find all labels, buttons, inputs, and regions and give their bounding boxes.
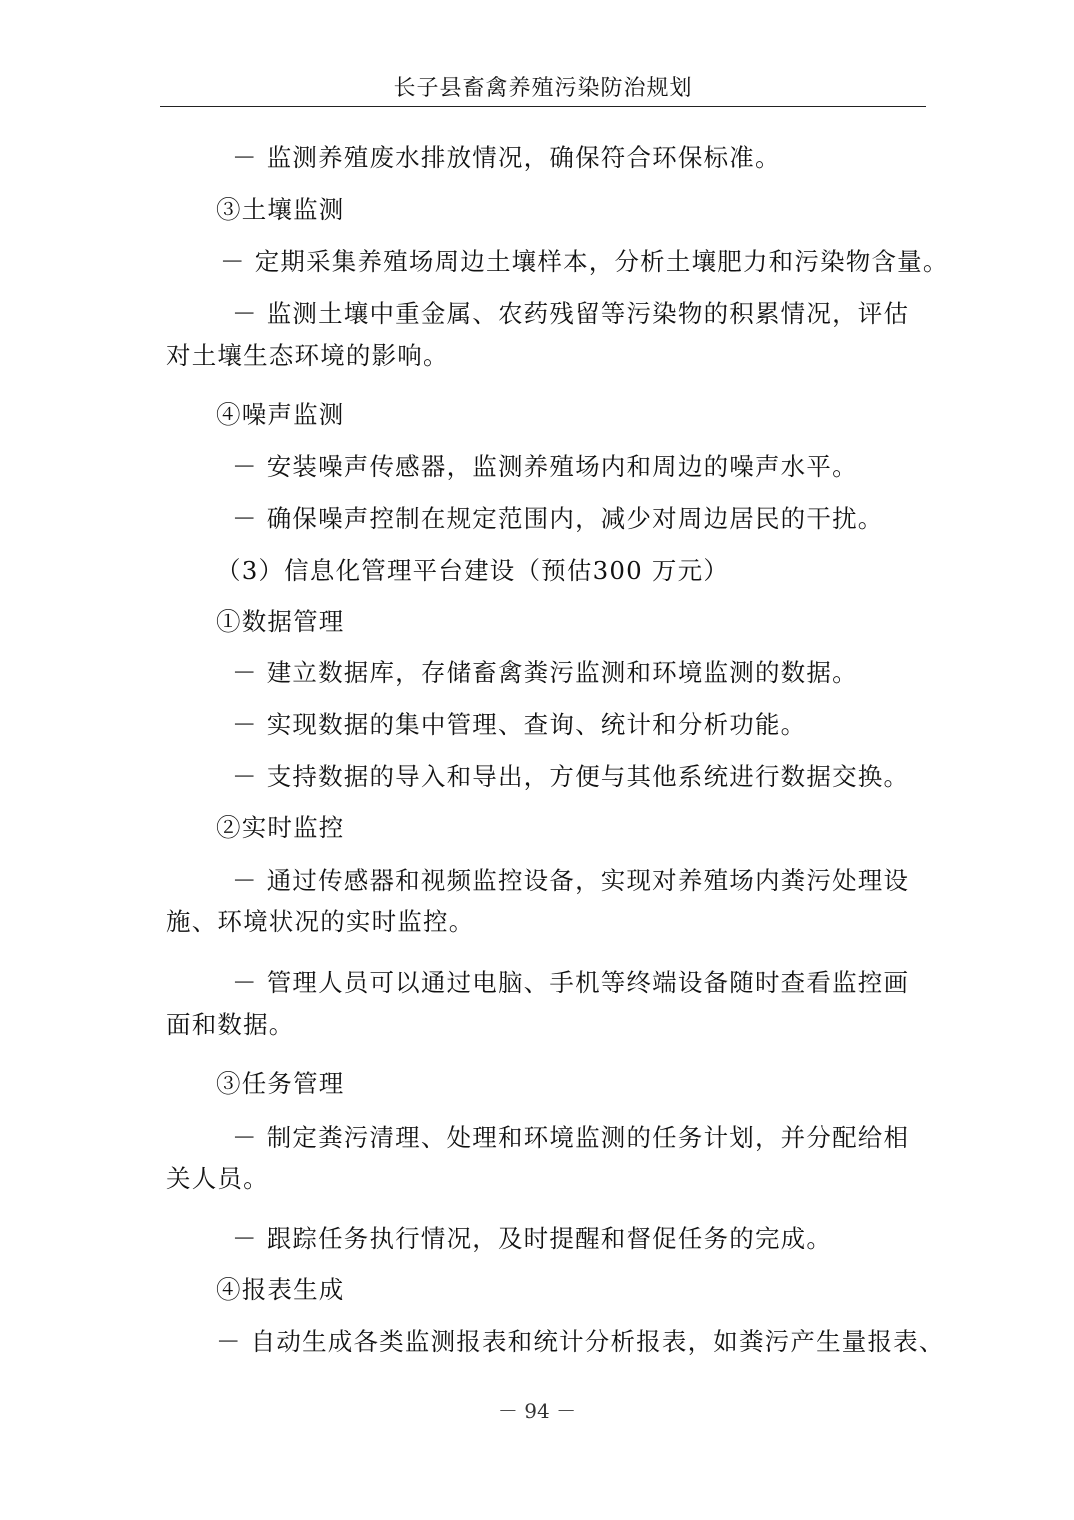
heading-data-management: ①数据管理 [216,607,345,636]
page-number: － 94 － [497,1399,577,1423]
bullet-auto-reports: － 自动生成各类监测报表和统计分析报表，如粪污产生量报表、 [216,1327,945,1356]
bullet-soil-heavy-metals: － 监测土壤中重金属、农药残留等污染物的积累情况，评估 [232,299,910,328]
bullet-noise-control: － 确保噪声控制在规定范围内，减少对周边居民的干扰。 [232,504,884,533]
bullet-task-planning: － 制定粪污清理、处理和环境监测的任务计划，并分配给相 [232,1123,910,1152]
section-info-platform: （3）信息化管理平台建设（预估300 万元） [216,556,730,585]
heading-report-generation: ④报表生成 [216,1275,345,1304]
bullet-sensors-video: － 通过传感器和视频监控设备，实现对养殖场内粪污处理设 [232,866,910,895]
bullet-noise-sensors: － 安装噪声传感器，监测养殖场内和周边的噪声水平。 [232,452,858,481]
heading-task-management: ③任务管理 [216,1069,345,1098]
bullet-data-import-export: － 支持数据的导入和导出，方便与其他系统进行数据交换。 [232,762,910,791]
page-header: 长子县畜禽养殖污染防治规划 [160,72,926,107]
bullet-wastewater-monitoring: － 监测养殖废水排放情况，确保符合环保标准。 [232,143,781,172]
bullet-task-planning-cont: 关人员。 [166,1164,269,1193]
bullet-soil-heavy-metals-cont: 对土壤生态环境的影响。 [166,341,449,370]
bullet-sensors-video-cont: 施、环境状况的实时监控。 [166,907,475,936]
heading-soil-monitoring: ③土壤监测 [216,195,345,224]
heading-realtime-monitoring: ②实时监控 [216,813,345,842]
bullet-database: － 建立数据库，存储畜禽粪污监测和环境监测的数据。 [232,658,858,687]
heading-noise-monitoring: ④噪声监测 [216,400,345,429]
bullet-soil-sampling: － 定期采集养殖场周边土壤样本，分析土壤肥力和污染物含量。 [220,247,949,276]
bullet-terminal-viewing-cont: 面和数据。 [166,1010,295,1039]
bullet-terminal-viewing: － 管理人员可以通过电脑、手机等终端设备随时查看监控画 [232,968,910,997]
bullet-centralized-management: － 实现数据的集中管理、查询、统计和分析功能。 [232,710,807,739]
bullet-task-tracking: － 跟踪任务执行情况，及时提醒和督促任务的完成。 [232,1224,833,1253]
